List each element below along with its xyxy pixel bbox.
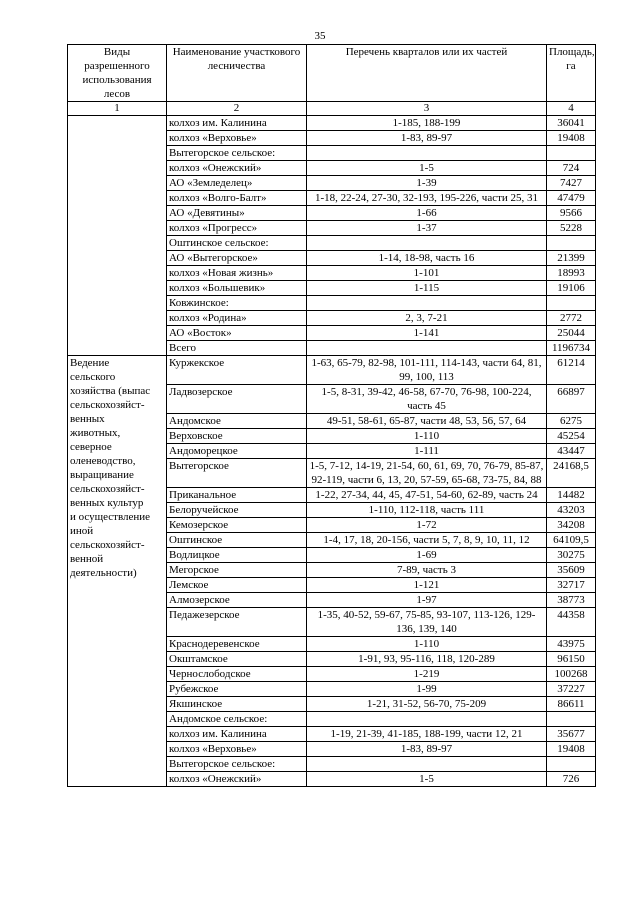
area-cell: 30275 (547, 548, 596, 563)
area-cell: 724 (547, 161, 596, 176)
column-number: 2 (167, 102, 307, 116)
unit-name-cell: колхоз «Верховье» (167, 131, 307, 146)
unit-name-cell: Андомское сельское: (167, 712, 307, 727)
quarters-cell: 1-66 (307, 206, 547, 221)
area-cell: 14482 (547, 488, 596, 503)
area-cell: 38773 (547, 593, 596, 608)
unit-name-cell: колхоз им. Калинина (167, 116, 307, 131)
unit-name-cell: Оштинское сельское: (167, 236, 307, 251)
area-cell: 2772 (547, 311, 596, 326)
quarters-cell: 1-141 (307, 326, 547, 341)
unit-name-cell: АО «Земледелец» (167, 176, 307, 191)
quarters-cell (307, 296, 547, 311)
unit-name-cell: Вытегорское сельское: (167, 757, 307, 772)
unit-name-cell: Приканальное (167, 488, 307, 503)
unit-name-cell: колхоз «Верховье» (167, 742, 307, 757)
unit-name-cell: Ковжинское: (167, 296, 307, 311)
area-cell: 44358 (547, 608, 596, 637)
unit-name-cell: Окштамское (167, 652, 307, 667)
quarters-cell: 1-37 (307, 221, 547, 236)
column-number: 3 (307, 102, 547, 116)
area-cell: 7427 (547, 176, 596, 191)
quarters-cell: 1-69 (307, 548, 547, 563)
quarters-cell: 1-35, 40-52, 59-67, 75-85, 93-107, 113-126, 129-136, 139, 140 (307, 608, 547, 637)
quarters-cell: 1-21, 31-52, 56-70, 75-209 (307, 697, 547, 712)
area-cell (547, 757, 596, 772)
unit-name-cell: колхоз им. Калинина (167, 727, 307, 742)
quarters-cell: 1-5 (307, 772, 547, 787)
unit-name-cell: Андомское (167, 414, 307, 429)
area-cell: 64109,5 (547, 533, 596, 548)
quarters-cell: 1-101 (307, 266, 547, 281)
quarters-cell: 1-97 (307, 593, 547, 608)
area-cell: 5228 (547, 221, 596, 236)
unit-name-cell: колхоз «Онежский» (167, 161, 307, 176)
area-cell: 19408 (547, 131, 596, 146)
quarters-cell (307, 146, 547, 161)
area-cell: 21399 (547, 251, 596, 266)
unit-name-cell: Андоморецкое (167, 444, 307, 459)
area-cell: 1196734 (547, 341, 596, 356)
unit-name-cell: Рубежское (167, 682, 307, 697)
area-cell: 86611 (547, 697, 596, 712)
unit-name-cell: Ладвозерское (167, 385, 307, 414)
area-cell (547, 712, 596, 727)
quarters-cell: 1-83, 89-97 (307, 131, 547, 146)
page-number: 35 (314, 30, 326, 42)
column-number-row (68, 102, 596, 116)
unit-name-cell: Педажезерское (167, 608, 307, 637)
quarters-cell: 1-5, 8-31, 39-42, 46-58, 67-70, 76-98, 100-224, часть 45 (307, 385, 547, 414)
quarters-cell: 1-18, 22-24, 27-30, 32-193, 195-226, части 25, 31 (307, 191, 547, 206)
unit-name-cell: Куржекское (167, 356, 307, 385)
area-cell: 19408 (547, 742, 596, 757)
area-cell: 96150 (547, 652, 596, 667)
area-cell: 9566 (547, 206, 596, 221)
quarters-cell: 1-91, 93, 95-116, 118, 120-289 (307, 652, 547, 667)
unit-name-cell: колхоз «Прогресс» (167, 221, 307, 236)
area-cell (547, 146, 596, 161)
area-cell: 25044 (547, 326, 596, 341)
unit-name-cell: Оштинское (167, 533, 307, 548)
unit-name-cell: колхоз «Новая жизнь» (167, 266, 307, 281)
quarters-cell: 1-72 (307, 518, 547, 533)
quarters-cell: 1-99 (307, 682, 547, 697)
quarters-cell: 1-19, 21-39, 41-185, 188-199, части 12, 21 (307, 727, 547, 742)
unit-name-cell: колхоз «Волго-Балт» (167, 191, 307, 206)
unit-name-cell: Кемозерское (167, 518, 307, 533)
area-cell: 61214 (547, 356, 596, 385)
area-cell: 18993 (547, 266, 596, 281)
unit-name-cell: Якшинское (167, 697, 307, 712)
quarters-cell: 1-22, 27-34, 44, 45, 47-51, 54-60, 62-89, часть 24 (307, 488, 547, 503)
area-cell: 37227 (547, 682, 596, 697)
area-cell: 6275 (547, 414, 596, 429)
unit-name-cell: колхоз «Онежский» (167, 772, 307, 787)
quarters-cell: 1-110 (307, 637, 547, 652)
area-cell: 19106 (547, 281, 596, 296)
quarters-cell: 1-5 (307, 161, 547, 176)
unit-name-cell: Мегорское (167, 563, 307, 578)
unit-name-cell: Верховское (167, 429, 307, 444)
area-cell (547, 236, 596, 251)
unit-name-cell: АО «Восток» (167, 326, 307, 341)
quarters-cell: 1-111 (307, 444, 547, 459)
unit-name-cell: Водлицкое (167, 548, 307, 563)
quarters-cell: 1-5, 7-12, 14-19, 21-54, 60, 61, 69, 70, 76-79, 85-87, 92-119, части 6, 13, 20, 57-59, 65-68, 73-75, 84, 88 (307, 459, 547, 488)
quarters-cell (307, 757, 547, 772)
area-cell: 47479 (547, 191, 596, 206)
quarters-cell (307, 236, 547, 251)
area-cell: 24168,5 (547, 459, 596, 488)
quarters-cell (307, 712, 547, 727)
forest-use-table (67, 44, 596, 787)
quarters-cell: 1-83, 89-97 (307, 742, 547, 757)
quarters-cell (307, 341, 547, 356)
area-cell: 43447 (547, 444, 596, 459)
unit-name-cell: колхоз «Родина» (167, 311, 307, 326)
quarters-cell: 1-63, 65-79, 82-98, 101-111, 114-143, части 64, 81, 99, 100, 113 (307, 356, 547, 385)
header-use-type: Виды разрешенного использования лесов (68, 45, 167, 102)
area-cell: 43975 (547, 637, 596, 652)
quarters-cell: 1-110 (307, 429, 547, 444)
quarters-cell: 2, 3, 7-21 (307, 311, 547, 326)
unit-name-cell: АО «Вытегорское» (167, 251, 307, 266)
unit-name-cell: Лемское (167, 578, 307, 593)
use-type-cell (68, 116, 167, 356)
area-cell: 45254 (547, 429, 596, 444)
header-quarters: Перечень кварталов или их частей (307, 45, 547, 102)
unit-name-cell: Чернослободское (167, 667, 307, 682)
quarters-cell: 49-51, 58-61, 65-87, части 48, 53, 56, 57, 64 (307, 414, 547, 429)
quarters-cell: 1-185, 188-199 (307, 116, 547, 131)
unit-name-cell: Алмозерское (167, 593, 307, 608)
unit-name-cell: Вытегорское сельское: (167, 146, 307, 161)
quarters-cell: 1-4, 17, 18, 20-156, части 5, 7, 8, 9, 10, 11, 12 (307, 533, 547, 548)
quarters-cell: 1-110, 112-118, часть 111 (307, 503, 547, 518)
unit-name-cell: колхоз «Большевик» (167, 281, 307, 296)
area-cell (547, 296, 596, 311)
table-body (68, 116, 596, 787)
area-cell: 35677 (547, 727, 596, 742)
unit-name-cell: Всего (167, 341, 307, 356)
area-cell: 726 (547, 772, 596, 787)
quarters-cell: 1-121 (307, 578, 547, 593)
header-area: Площадь, га (547, 45, 596, 102)
area-cell: 36041 (547, 116, 596, 131)
area-cell: 100268 (547, 667, 596, 682)
area-cell: 32717 (547, 578, 596, 593)
unit-name-cell: Белоручейское (167, 503, 307, 518)
quarters-cell: 1-14, 18-98, часть 16 (307, 251, 547, 266)
area-cell: 34208 (547, 518, 596, 533)
use-type-cell: Ведение сельского хозяйства (выпас сельскохозяйст- венных животных, северное оленеводство, выращивание сельскохозяйст- венных культур и осуществление иной сельскохозяйст- венной деятельности) (68, 356, 167, 787)
area-cell: 35609 (547, 563, 596, 578)
quarters-cell: 1-115 (307, 281, 547, 296)
area-cell: 43203 (547, 503, 596, 518)
quarters-cell: 1-39 (307, 176, 547, 191)
column-number: 4 (547, 102, 596, 116)
quarters-cell: 7-89, часть 3 (307, 563, 547, 578)
unit-name-cell: Краснодеревенское (167, 637, 307, 652)
area-cell: 66897 (547, 385, 596, 414)
table-row (68, 356, 596, 385)
unit-name-cell: Вытегорское (167, 459, 307, 488)
header-row (68, 45, 596, 102)
quarters-cell: 1-219 (307, 667, 547, 682)
column-number: 1 (68, 102, 167, 116)
table-row (68, 116, 596, 131)
header-unit-name: Наименование участкового лесничества (167, 45, 307, 102)
unit-name-cell: АО «Девятины» (167, 206, 307, 221)
